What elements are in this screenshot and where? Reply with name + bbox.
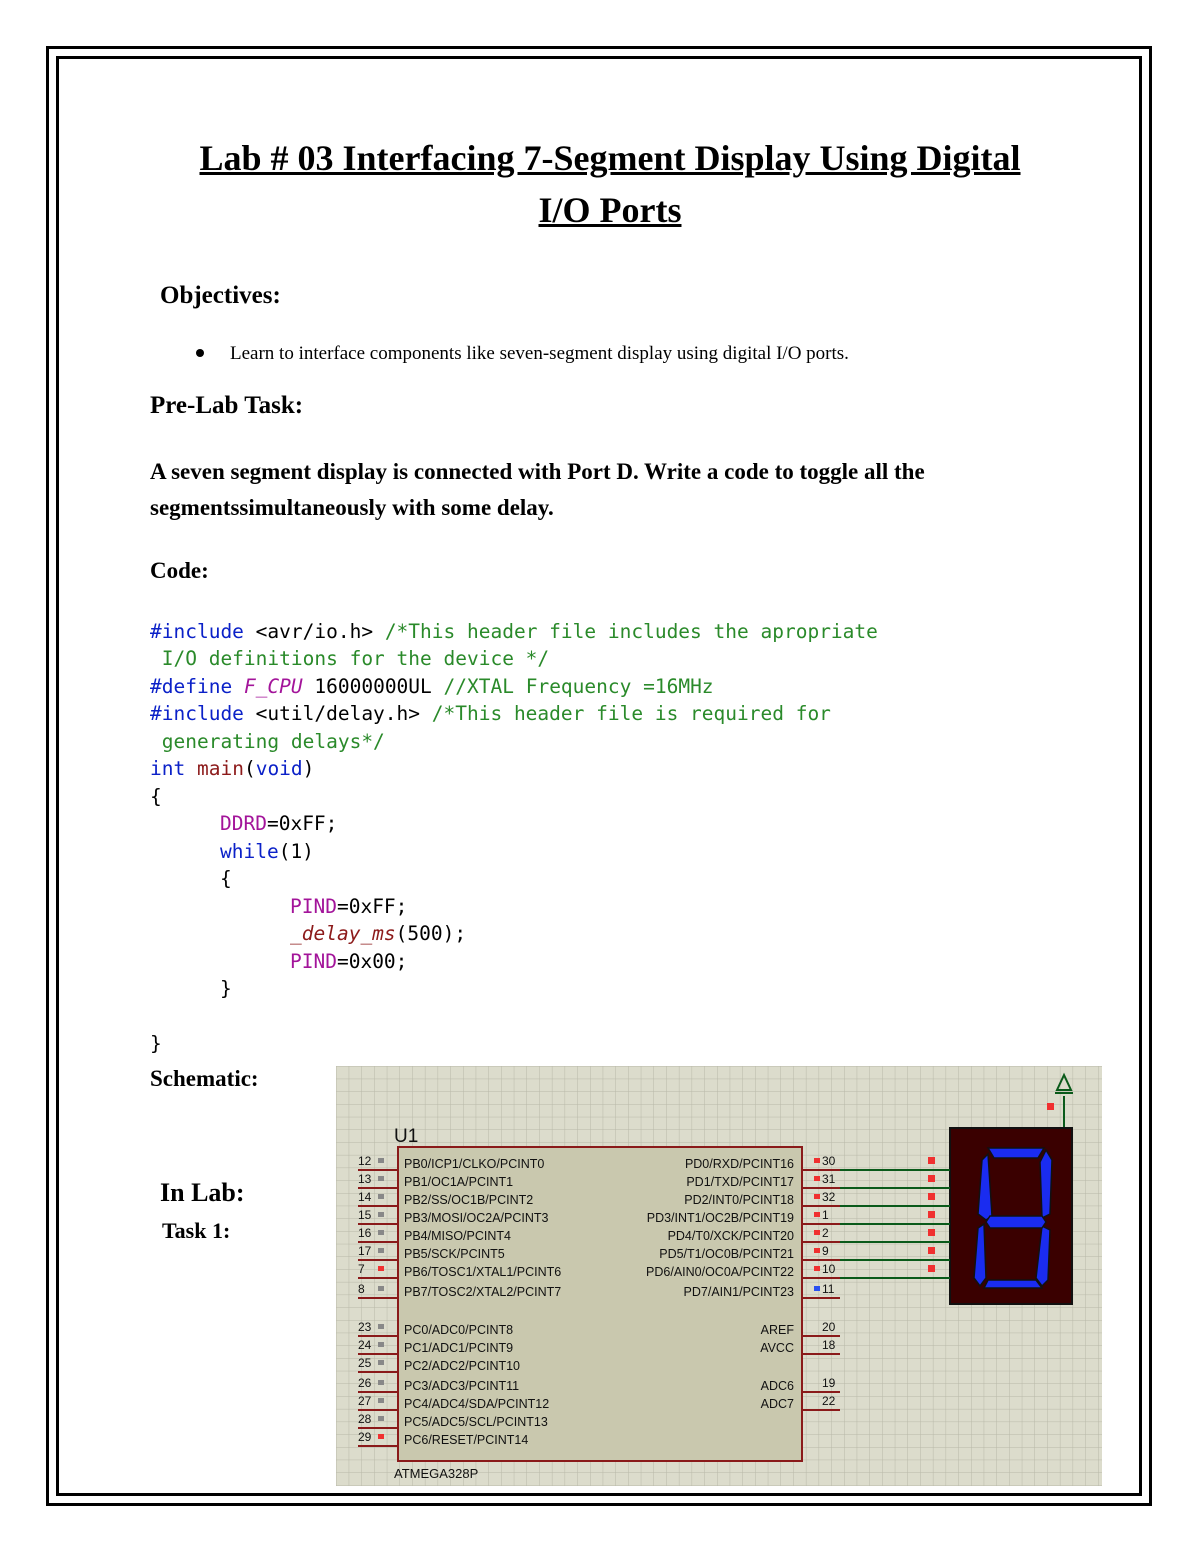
code-line: { xyxy=(150,784,162,808)
pin-marker xyxy=(814,1230,820,1235)
display-pin-marker xyxy=(928,1229,935,1236)
pin-name: PD3/INT1/OC2B/PCINT19 xyxy=(646,1211,794,1225)
pin-marker xyxy=(378,1286,384,1291)
pin-name: PC2/ADC2/PCINT10 xyxy=(404,1359,521,1373)
code-line xyxy=(150,1003,878,1031)
pin-name: PD6/AIN0/OC0A/PCINT22 xyxy=(646,1265,794,1279)
pin-marker xyxy=(378,1230,384,1235)
prelab-task-line-2: segmentssimultaneously with some delay. xyxy=(150,495,554,520)
pin-name: PD1/TXD/PCINT17 xyxy=(686,1175,794,1189)
pin-name: PB0/ICP1/CLKO/PCINT0 xyxy=(404,1157,545,1171)
pin-marker xyxy=(814,1158,820,1163)
pin-number: 23 xyxy=(358,1320,372,1334)
title-line-1: Lab # 03 Interfacing 7-Segment Display Using Digital xyxy=(199,138,1021,178)
pin-number: 12 xyxy=(358,1154,372,1168)
segment-a xyxy=(988,1148,1044,1158)
code-line: } xyxy=(220,977,232,1000)
code-line: PIND=0x00; xyxy=(290,949,408,973)
pin-number: 16 xyxy=(358,1226,372,1240)
code-line: #include <avr/io.h> /*This header file includes the apropriate xyxy=(150,619,878,643)
display-pin-marker xyxy=(928,1193,935,1200)
code-line: I/O definitions for the device */ xyxy=(150,647,550,670)
pin-marker xyxy=(378,1194,384,1199)
pin-marker xyxy=(378,1266,384,1271)
pin-number: 26 xyxy=(358,1376,372,1390)
code-line: int main(void) xyxy=(150,757,315,780)
title-line-2: I/O Ports xyxy=(538,190,682,230)
pin-name: AVCC xyxy=(760,1341,794,1355)
bullet-icon xyxy=(196,349,204,357)
pin-marker xyxy=(814,1286,820,1291)
pin-marker xyxy=(378,1158,384,1163)
pin-number: 14 xyxy=(358,1190,372,1204)
code-block xyxy=(150,590,878,1085)
pin-name: AREF xyxy=(760,1323,794,1337)
pin-name: PB2/SS/OC1B/PCINT2 xyxy=(404,1193,534,1207)
pin-number: 31 xyxy=(822,1172,836,1186)
pin-number: 25 xyxy=(358,1356,372,1370)
code-line: #include <util/delay.h> /*This header file is required for xyxy=(150,702,831,725)
prelab-task-text xyxy=(150,454,1110,526)
code-line: PIND=0xFF; xyxy=(290,894,408,918)
display-pin-marker xyxy=(928,1211,935,1218)
pin-name: PD4/T0/XCK/PCINT20 xyxy=(667,1229,794,1243)
code-line: DDRD=0xFF; xyxy=(220,812,338,835)
schematic-diagram xyxy=(336,1066,1102,1486)
pin-name: PC6/RESET/PCINT14 xyxy=(404,1433,529,1447)
pin-marker xyxy=(378,1342,384,1347)
pin-marker xyxy=(378,1360,384,1365)
pin-name: PB1/OC1A/PCINT1 xyxy=(404,1175,514,1189)
pin-number: 20 xyxy=(822,1320,836,1334)
pin-marker xyxy=(378,1380,384,1385)
pin-number: 8 xyxy=(358,1282,365,1296)
pin-name: PB3/MOSI/OC2A/PCINT3 xyxy=(404,1211,549,1225)
pin-number: 15 xyxy=(358,1208,372,1222)
segment-g xyxy=(986,1216,1046,1228)
pin-marker xyxy=(378,1248,384,1253)
schematic-heading: Schematic: xyxy=(150,1066,259,1091)
pin-name: PD7/AIN1/PCINT23 xyxy=(683,1285,794,1299)
pin-name: PD5/T1/OC0B/PCINT21 xyxy=(659,1247,794,1261)
objectives-heading: Objectives: xyxy=(160,282,281,309)
pin-number: 22 xyxy=(822,1394,836,1408)
code-line: while(1) xyxy=(220,839,314,863)
pin-number: 30 xyxy=(822,1154,836,1168)
page-title xyxy=(100,132,1120,236)
pin-number: 29 xyxy=(358,1430,372,1444)
pin-name: PB5/SCK/PCINT5 xyxy=(404,1247,505,1261)
segment-d xyxy=(984,1280,1042,1288)
pin-name: PC4/ADC4/SDA/PCINT12 xyxy=(404,1397,550,1411)
power-pin-marker xyxy=(1047,1103,1054,1110)
pin-number: 17 xyxy=(358,1244,372,1258)
pin-number: 19 xyxy=(822,1376,836,1390)
pin-name: PB7/TOSC2/XTAL2/PCINT7 xyxy=(404,1285,562,1299)
code-line: } xyxy=(150,1032,162,1055)
chip-ref: U1 xyxy=(394,1126,419,1147)
code-heading: Code: xyxy=(150,558,209,583)
in-lab-heading: In Lab: xyxy=(160,1178,245,1207)
pin-marker xyxy=(378,1416,384,1421)
pin-marker xyxy=(814,1194,820,1199)
display-pin-marker xyxy=(928,1247,935,1254)
pin-number: 1 xyxy=(822,1208,829,1222)
pin-name: PD2/INT0/PCINT18 xyxy=(684,1193,794,1207)
pin-marker xyxy=(378,1434,384,1439)
chip-name: ATMEGA328P xyxy=(394,1466,479,1481)
pin-number: 9 xyxy=(822,1244,829,1258)
pin-marker xyxy=(378,1324,384,1329)
pin-number: 10 xyxy=(822,1262,836,1276)
pin-marker xyxy=(378,1398,384,1403)
code-line: #define F_CPU 16000000UL //XTAL Frequency =16MHz xyxy=(150,674,714,698)
pin-name: PC0/ADC0/PCINT8 xyxy=(404,1323,514,1337)
objective-item: Learn to interface components like seven-segment display using digital I/O ports. xyxy=(230,343,849,364)
display-pin-marker xyxy=(928,1157,935,1164)
pin-number: 13 xyxy=(358,1172,372,1186)
code-line: { xyxy=(220,867,232,890)
pin-number: 7 xyxy=(358,1262,365,1276)
seven-segment-display xyxy=(950,1128,1072,1304)
pin-marker xyxy=(814,1176,820,1181)
pin-name: PC5/ADC5/SCL/PCINT13 xyxy=(404,1415,548,1429)
code-line: generating delays*/ xyxy=(150,729,385,753)
pin-name: PC3/ADC3/PCINT11 xyxy=(404,1379,520,1393)
prelab-task-line-1: A seven segment display is connected with Port D. Write a code to toggle all the xyxy=(150,459,925,484)
pin-number: 24 xyxy=(358,1338,372,1352)
pin-marker xyxy=(378,1176,384,1181)
display-pin-marker xyxy=(928,1175,935,1182)
pin-number: 28 xyxy=(358,1412,372,1426)
pin-number: 18 xyxy=(822,1338,836,1352)
code-line: _delay_ms(500); xyxy=(290,922,467,945)
pin-number: 11 xyxy=(822,1282,835,1296)
pin-marker xyxy=(378,1212,384,1217)
pin-marker xyxy=(814,1266,820,1271)
task1-heading: Task 1: xyxy=(162,1218,231,1243)
display-pin-marker xyxy=(928,1265,935,1272)
pin-name: ADC6 xyxy=(760,1379,794,1393)
segment-b xyxy=(1040,1150,1052,1218)
pin-number: 2 xyxy=(822,1226,829,1240)
pin-name: PB4/MISO/PCINT4 xyxy=(404,1229,511,1243)
pin-number: 27 xyxy=(358,1394,372,1408)
pin-marker xyxy=(814,1248,820,1253)
pin-name: PC1/ADC1/PCINT9 xyxy=(404,1341,514,1355)
pin-name: PD0/RXD/PCINT16 xyxy=(684,1157,794,1171)
pin-marker xyxy=(814,1212,820,1217)
pin-number: 32 xyxy=(822,1190,836,1204)
pin-name: ADC7 xyxy=(760,1397,794,1411)
pin-name: PB6/TOSC1/XTAL1/PCINT6 xyxy=(404,1265,562,1279)
prelab-heading: Pre-Lab Task: xyxy=(150,392,304,419)
